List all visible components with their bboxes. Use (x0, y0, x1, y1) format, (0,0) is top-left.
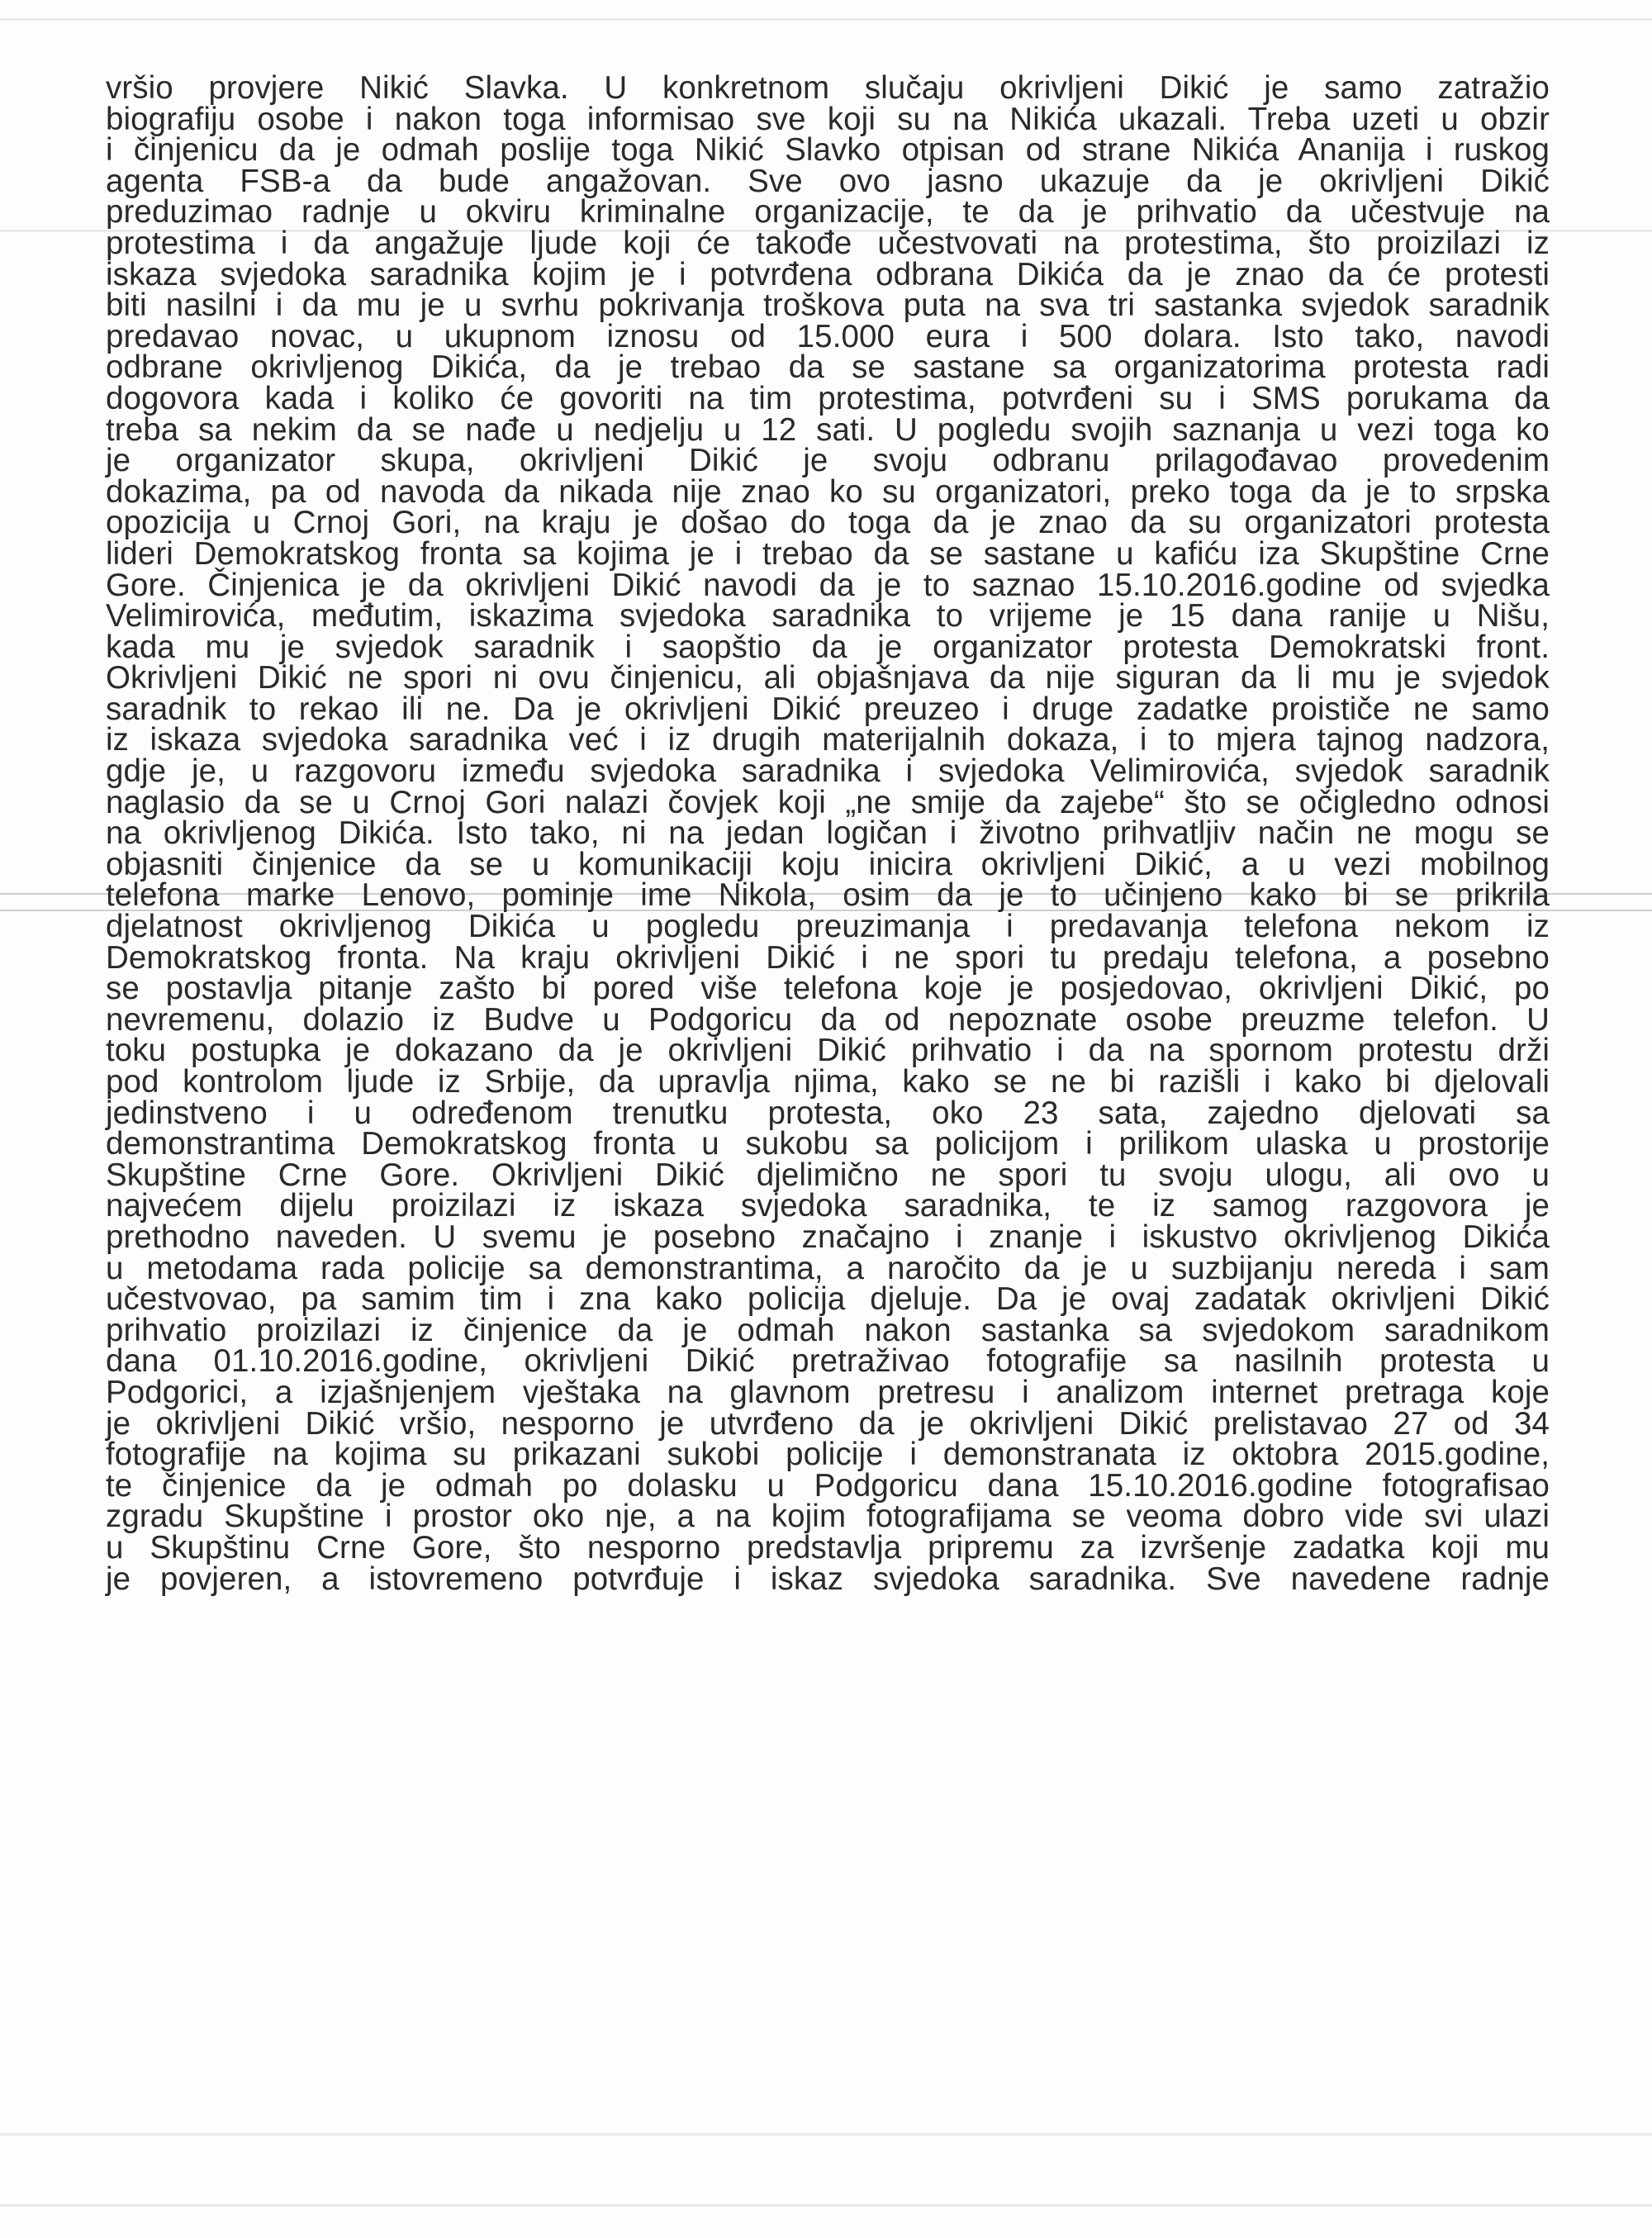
text-line: dana 01.10.2016.godine, okrivljeni Dikić pretraživao fotografije sa nasilnih protesta u (106, 1343, 1550, 1380)
scan-streak (0, 2133, 1652, 2136)
text-line: protestima i da angažuje ljude koji će takođe učestvovati na protestima, što proizilazi iz (106, 225, 1550, 261)
text-line: Podgorici, a izjašnjenjem vještaka na glavnom pretresu i analizom internet pretraga koje (106, 1374, 1550, 1410)
text-line: telefona marke Lenovo, pominje ime Nikola, osim da je to učinjeno kako bi se prikrila (106, 877, 1550, 914)
text-line: biti nasilni i da mu je u svrhu pokrivanja troškova puta na sva tri sastanka svjedok saradnik (106, 287, 1550, 324)
text-line: kada mu je svjedok saradnik i saopštio da je organizator protesta Demokratski front. (106, 629, 1550, 665)
text-line: Skupštine Crne Gore. Okrivljeni Dikić djelimično ne spori tu svoju ulogu, ali ovo u (106, 1157, 1550, 1193)
text-line: Demokratskog fronta. Na kraju okrivljeni Dikić i ne spori tu predaju telefona, a posebno (106, 939, 1550, 976)
scan-streak (0, 18, 1652, 21)
text-line: iz iskaza svjedoka saradnika već i iz drugih materijalnih dokaza, i to mjera tajnog nadzora, (106, 722, 1550, 758)
body-text (106, 70, 1550, 1597)
text-line: fotografije na kojima su prikazani sukobi policije i demonstranata iz oktobra 2015.godine, (106, 1437, 1550, 1473)
text-line: odbrane okrivljenog Dikića, da je trebao da se sastane sa organizatorima protesta radi (106, 349, 1550, 386)
text-line: lideri Demokratskog fronta sa kojima je i trebao da se sastane u kafiću iza Skupštine Crne (106, 535, 1550, 572)
text-line: te činjenice da je odmah po dolasku u Podgoricu dana 15.10.2016.godine fotografisao (106, 1467, 1550, 1504)
text-line: treba sa nekim da se nađe u nedjelju u 12 sati. U pogledu svojih saznanja u vezi toga ko (106, 411, 1550, 448)
text-line: naglasio da se u Crnoj Gori nalazi čovjek koji „ne smije da zajebe“ što se očigledno odnosi (106, 784, 1550, 820)
text-line: Gore. Činjenica je da okrivljeni Dikić navodi da je to saznao 15.10.2016.godine od svjedka (106, 567, 1550, 603)
text-line: objasniti činjenice da se u komunikaciji koju inicira okrivljeni Dikić, a u vezi mobilnog (106, 846, 1550, 882)
text-line: najvećem dijelu proizilazi iz iskaza svjedoka saradnika, te iz samog razgovora je (106, 1188, 1550, 1224)
text-line: vršio provjere Nikić Slavka. U konkretnom slučaju okrivljeni Dikić je samo zatražio (106, 70, 1550, 106)
text-line: Okrivljeni Dikić ne spori ni ovu činjenicu, ali objašnjava da nije siguran da li mu je svjedok (106, 660, 1550, 696)
text-line: prethodno naveden. U svemu je posebno značajno i znanje i iskustvo okrivljenog Dikića (106, 1219, 1550, 1255)
text-line: zgradu Skupštine i prostor oko nje, a na kojim fotografijama se veoma dobro vide svi ulazi (106, 1499, 1550, 1535)
scan-streak (0, 2204, 1652, 2207)
text-line: agenta FSB-a da bude angažovan. Sve ovo jasno ukazuje da je okrivljeni Dikić (106, 163, 1550, 199)
text-line: iskaza svjedoka saradnika kojim je i potvrđena odbrana Dikića da je znao da će protesti (106, 256, 1550, 292)
text-line: na okrivljenog Dikića. Isto tako, ni na jedan logičan i životno prihvatljiv način ne mogu se (106, 815, 1550, 852)
text-line: je organizator skupa, okrivljeni Dikić je svoju odbranu prilagođavao provedenim (106, 443, 1550, 479)
text-line: se postavlja pitanje zašto bi pored više telefona koje je posjedovao, okrivljeni Dikić, po (106, 971, 1550, 1007)
text-line: preduzimao radnje u okviru kriminalne organizacije, te da je prihvatio da učestvuje na (106, 194, 1550, 230)
text-line: prihvatio proizilazi iz činjenice da je odmah nakon sastanka sa svjedokom saradnikom (106, 1312, 1550, 1348)
text-line: demonstrantima Demokratskog fronta u sukobu sa policijom i prilikom ulaska u prostorije (106, 1126, 1550, 1162)
text-line: gdje je, u razgovoru između svjedoka saradnika i svjedoka Velimirovića, svjedok saradnik (106, 753, 1550, 790)
text-line: Velimirovića, međutim, iskazima svjedoka saradnika to vrijeme je 15 dana ranije u Nišu, (106, 598, 1550, 634)
text-line: saradnik to rekao ili ne. Da je okrivljeni Dikić preuzeo i druge zadatke proističe ne samo (106, 691, 1550, 727)
text-line: je povjeren, a istovremeno potvrđuje i iskaz svjedoka saradnika. Sve navedene radnje (106, 1561, 1550, 1597)
text-line: nevremenu, dolazio iz Budve u Podgoricu da od nepoznate osobe preuzme telefon. U (106, 1001, 1550, 1038)
text-line: dokazima, pa od navoda da nikada nije znao ko su organizatori, preko toga da je to srpska (106, 473, 1550, 510)
text-line: je okrivljeni Dikić vršio, nesporno je utvrđeno da je okrivljeni Dikić prelistavao 27 od 34 (106, 1405, 1550, 1442)
text-line: u metodama rada policije sa demonstrantima, a naročito da je u suzbijanju nereda i sam (106, 1250, 1550, 1286)
text-line: učestvovao, pa samim tim i zna kako policija djeluje. Da je ovaj zadatak okrivljeni Dikić (106, 1281, 1550, 1318)
text-line: u Skupštinu Crne Gore, što nesporno predstavlja pripremu za izvršenje zadatka koji mu (106, 1529, 1550, 1566)
text-line: dogovora kada i koliko će govoriti na tim protestima, potvrđeni su i SMS porukama da (106, 380, 1550, 416)
text-line: predavao novac, u ukupnom iznosu od 15.000 eura i 500 dolara. Isto tako, navodi (106, 318, 1550, 354)
text-line: jedinstveno i u određenom trenutku protesta, oko 23 sata, zajedno djelovati sa (106, 1095, 1550, 1131)
text-line: toku postupka je dokazano da je okrivljeni Dikić prihvatio i da na spornom protestu drži (106, 1033, 1550, 1069)
text-line: pod kontrolom ljude iz Srbije, da upravlja njima, kako se ne bi razišli i kako bi djelovali (106, 1064, 1550, 1100)
text-line: opozicija u Crnoj Gori, na kraju je došao do toga da je znao da su organizatori protesta (106, 505, 1550, 541)
text-line: i činjenicu da je odmah poslije toga Nikić Slavko otpisan od strane Nikića Ananija i ruskog (106, 132, 1550, 169)
text-line: djelatnost okrivljenog Dikića u pogledu preuzimanja i predavanja telefona nekom iz (106, 909, 1550, 945)
text-line: biografiju osobe i nakon toga informisao sve koji su na Nikića ukazali. Treba uzeti u obzir (106, 101, 1550, 137)
